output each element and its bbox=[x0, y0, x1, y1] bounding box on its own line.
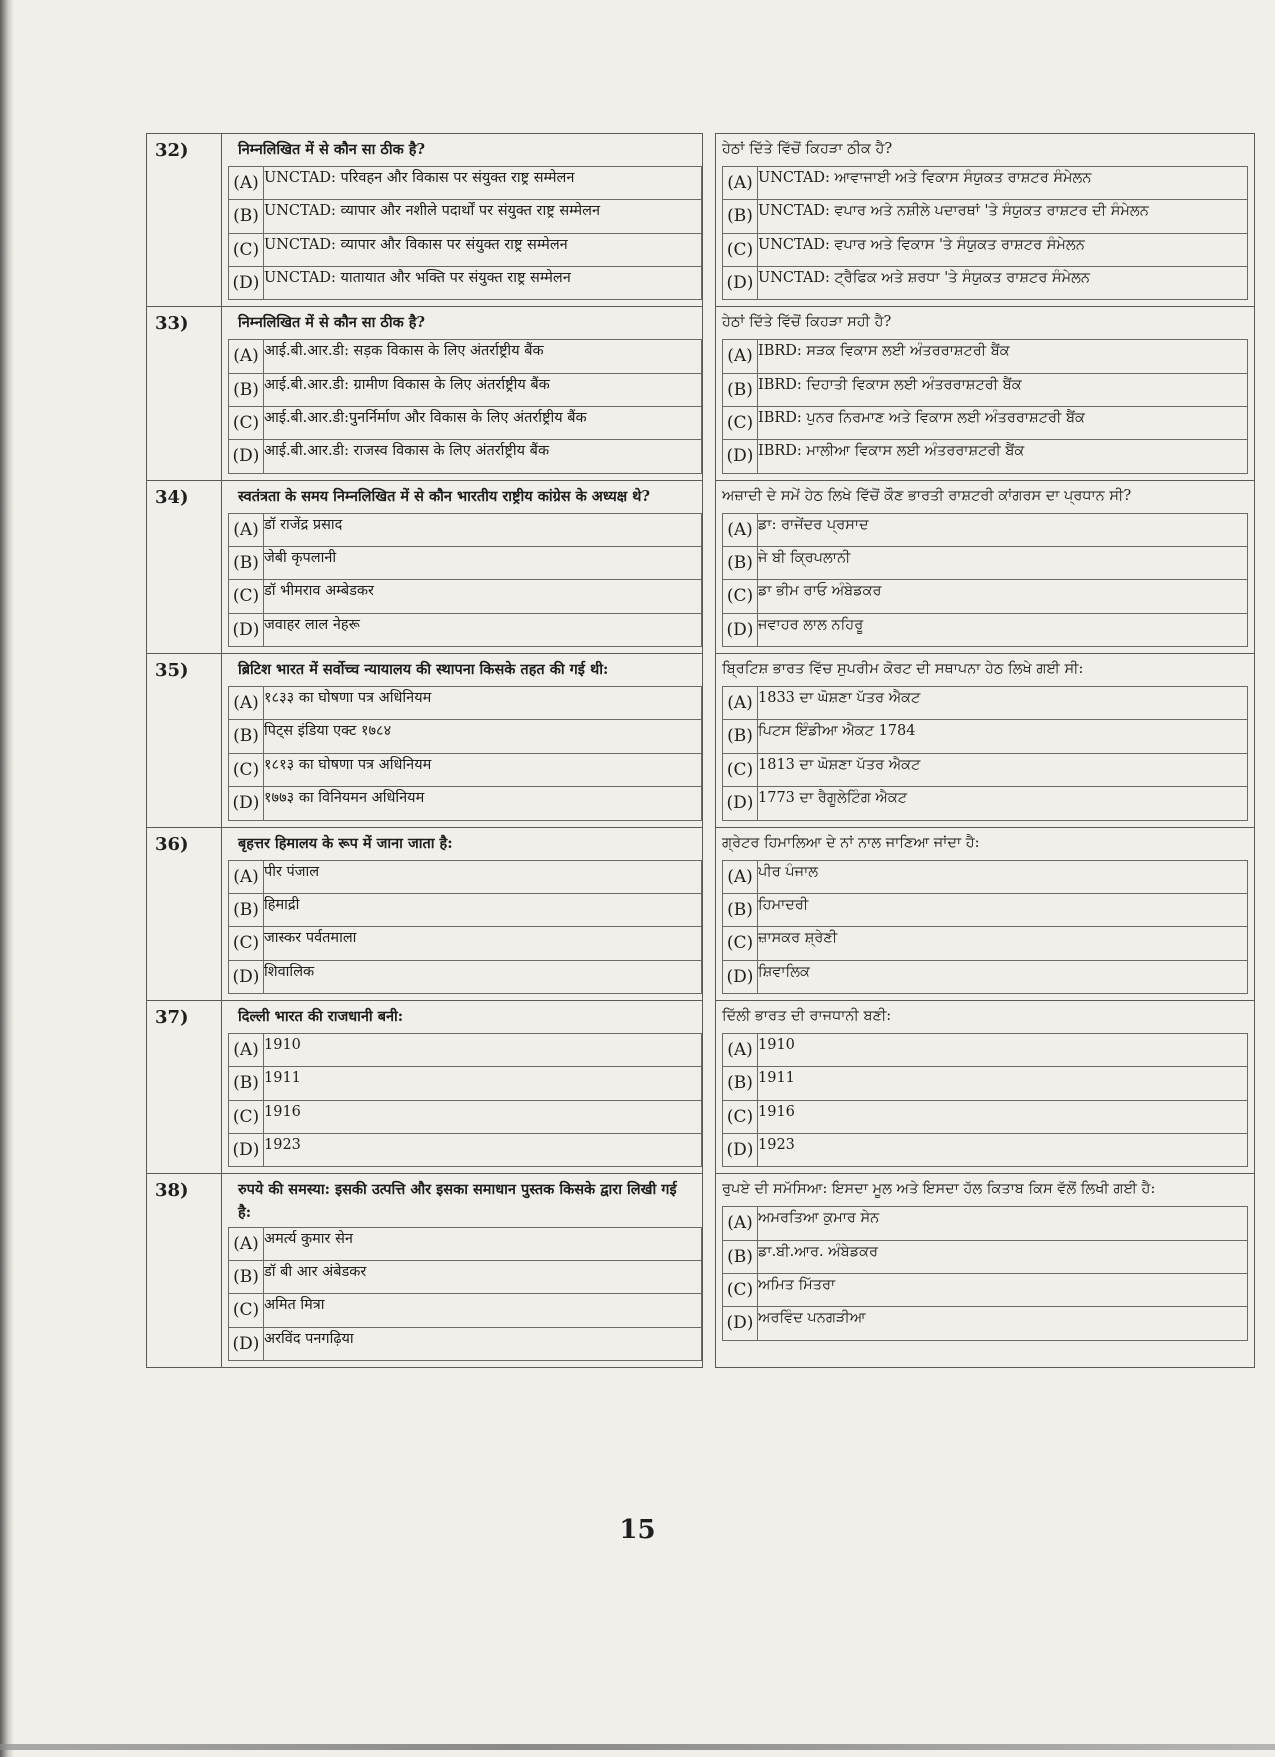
option-label: (D) bbox=[229, 1133, 264, 1166]
option-label: (A) bbox=[229, 687, 264, 720]
hindi-column bbox=[222, 134, 703, 307]
scan-bottom-edge bbox=[0, 1744, 1275, 1750]
option-text: ਡਾ.ਬੀ.ਆਰ. ਅੰਬੇਡਕਰ bbox=[758, 1240, 1248, 1273]
option-text: आई.बी.आर.डी: ग्रामीण विकास के लिए अंतर्राष्ट्रीय बैंक bbox=[264, 373, 702, 406]
option-row bbox=[723, 407, 1248, 440]
option-row bbox=[229, 860, 702, 893]
option-label: (B) bbox=[229, 1260, 264, 1293]
option-row bbox=[229, 167, 702, 200]
option-row bbox=[229, 927, 702, 960]
option-row bbox=[229, 340, 702, 373]
option-row bbox=[723, 1273, 1248, 1306]
question-table bbox=[146, 133, 1255, 1368]
option-label: (A) bbox=[723, 340, 758, 373]
option-row bbox=[723, 927, 1248, 960]
option-row bbox=[229, 720, 702, 753]
option-row bbox=[723, 580, 1248, 613]
option-text: IBRD: ਦਿਹਾਤੀ ਵਿਕਾਸ ਲਈ ਅੰਤਰਰਾਸ਼ਟਰੀ ਬੈਂਕ bbox=[758, 373, 1248, 406]
option-row bbox=[229, 1067, 702, 1100]
option-row bbox=[229, 407, 702, 440]
option-text: 1813 ਦਾ ਘੋਸ਼ਣਾ ਪੱਤਰ ਐਕਟ bbox=[758, 753, 1248, 786]
option-text: आई.बी.आर.डी:पुनर्निर्माण और विकास के लिए अंतर्राष्ट्रीय बैंक bbox=[264, 407, 702, 440]
option-text: ਜੇ ਬੀ ਕ੍ਰਿਪਲਾਨੀ bbox=[758, 547, 1248, 580]
option-text: 1910 bbox=[264, 1033, 702, 1066]
option-text: आई.बी.आर.डी: सड़क विकास के लिए अंतर्राष्ट्रीय बैंक bbox=[264, 340, 702, 373]
option-label: (C) bbox=[723, 407, 758, 440]
option-label: (C) bbox=[723, 1100, 758, 1133]
option-text: UNCTAD: ਆਵਾਜਾਈ ਅਤੇ ਵਿਕਾਸ ਸੰਯੁਕਤ ਰਾਸ਼ਟਰ ਸੰਮੇਲਨ bbox=[758, 167, 1248, 200]
option-text: डॉ भीमराव अम्बेडकर bbox=[264, 580, 702, 613]
option-row bbox=[229, 233, 702, 266]
column-gap bbox=[703, 134, 716, 307]
option-text: अमित मित्रा bbox=[264, 1294, 702, 1327]
option-label: (D) bbox=[723, 787, 758, 820]
option-label: (C) bbox=[229, 580, 264, 613]
option-label: (A) bbox=[229, 167, 264, 200]
question-number: 35) bbox=[147, 654, 222, 827]
option-row bbox=[229, 753, 702, 786]
option-label: (A) bbox=[229, 340, 264, 373]
option-row bbox=[723, 613, 1248, 646]
option-label: (C) bbox=[723, 753, 758, 786]
option-label: (D) bbox=[229, 787, 264, 820]
option-row bbox=[229, 547, 702, 580]
column-gap bbox=[703, 654, 716, 827]
option-text: अरविंद पनगढ़िया bbox=[264, 1327, 702, 1360]
option-label: (D) bbox=[229, 613, 264, 646]
option-row bbox=[229, 580, 702, 613]
option-row bbox=[723, 513, 1248, 546]
hindi-column bbox=[222, 1174, 703, 1368]
option-row bbox=[723, 753, 1248, 786]
page-edge-shadow bbox=[0, 0, 14, 1757]
option-text: पीर पंजाल bbox=[264, 860, 702, 893]
option-label: (D) bbox=[229, 960, 264, 993]
option-row bbox=[723, 960, 1248, 993]
option-text: १८३३ का घोषणा पत्र अधिनियम bbox=[264, 687, 702, 720]
option-row bbox=[229, 1227, 702, 1260]
option-label: (A) bbox=[723, 1033, 758, 1066]
option-label: (A) bbox=[723, 1207, 758, 1240]
column-gap bbox=[703, 480, 716, 653]
question-number: 38) bbox=[147, 1174, 222, 1368]
option-label: (B) bbox=[723, 200, 758, 233]
option-row bbox=[229, 440, 702, 473]
option-text: १८१३ का घोषणा पत्र अधिनियम bbox=[264, 753, 702, 786]
option-row bbox=[229, 1133, 702, 1166]
option-text: UNCTAD: व्यापार और विकास पर संयुक्त राष्ट्र सम्मेलन bbox=[264, 233, 702, 266]
option-label: (D) bbox=[229, 1327, 264, 1360]
hindi-column bbox=[222, 1000, 703, 1173]
question-number: 37) bbox=[147, 1000, 222, 1173]
option-text: ਡਾ: ਰਾਜੇਂਦਰ ਪ੍ਰਸਾਦ bbox=[758, 513, 1248, 546]
option-text: 1911 bbox=[264, 1067, 702, 1100]
option-label: (B) bbox=[723, 547, 758, 580]
punjabi-column-options bbox=[722, 339, 1248, 473]
hindi-column-options bbox=[228, 860, 702, 994]
option-label: (A) bbox=[723, 513, 758, 546]
option-row bbox=[229, 1294, 702, 1327]
question-row bbox=[147, 307, 1255, 480]
option-text: जवाहर लाल नेहरू bbox=[264, 613, 702, 646]
option-row bbox=[723, 267, 1248, 300]
option-row bbox=[723, 1133, 1248, 1166]
option-label: (D) bbox=[723, 1133, 758, 1166]
hindi-column-question-text: स्वतंत्रता के समय निम्नलिखित में से कौन भारतीय राष्ट्रीय कांग्रेस के अध्यक्ष थे? bbox=[238, 487, 650, 505]
hindi-column-question-text: निम्नलिखित में से कौन सा ठीक है? bbox=[238, 141, 425, 158]
option-label: (B) bbox=[229, 1067, 264, 1100]
option-row bbox=[229, 1100, 702, 1133]
option-text: 1923 bbox=[758, 1133, 1248, 1166]
option-row bbox=[723, 1100, 1248, 1133]
option-row bbox=[723, 1033, 1248, 1066]
option-row bbox=[723, 1307, 1248, 1340]
hindi-column-options bbox=[228, 1227, 702, 1361]
option-label: (D) bbox=[229, 267, 264, 300]
option-text: 1916 bbox=[758, 1100, 1248, 1133]
option-row bbox=[723, 1067, 1248, 1100]
option-label: (B) bbox=[229, 200, 264, 233]
option-label: (A) bbox=[229, 860, 264, 893]
option-row bbox=[229, 687, 702, 720]
option-text: 1911 bbox=[758, 1067, 1248, 1100]
punjabi-column bbox=[716, 654, 1255, 827]
hindi-column-question-text: ब्रिटिश भारत में सर्वोच्च न्यायालय की स्थापना किसके तहत की गई थी: bbox=[238, 661, 609, 679]
option-row bbox=[723, 440, 1248, 473]
hindi-column bbox=[222, 827, 703, 1000]
option-row bbox=[723, 1207, 1248, 1240]
option-text: ਪਿਟਸ ਇੰਡੀਆ ਐਕਟ 1784 bbox=[758, 720, 1248, 753]
option-label: (B) bbox=[723, 373, 758, 406]
option-row bbox=[723, 860, 1248, 893]
option-text: UNCTAD: ਟ੍ਰੈਫਿਕ ਅਤੇ ਸ਼ਰਧਾ 'ਤੇ ਸੰਯੁਕਤ ਰਾਸ਼ਟਰ ਸੰਮੇਲਨ bbox=[758, 267, 1248, 300]
option-row bbox=[723, 720, 1248, 753]
option-text: आई.बी.आर.डी: राजस्व विकास के लिए अंतर्राष्ट्रीय बैंक bbox=[264, 440, 702, 473]
option-row bbox=[229, 787, 702, 820]
option-row bbox=[723, 233, 1248, 266]
option-text: पिट्स इंडिया एक्ट १७८४ bbox=[264, 720, 702, 753]
option-text: डॉ बी आर अंबेडकर bbox=[264, 1260, 702, 1293]
option-text: १७७३ का विनियमन अधिनियम bbox=[264, 787, 702, 820]
option-label: (B) bbox=[229, 893, 264, 926]
option-text: UNCTAD: परिवहन और विकास पर संयुक्त राष्ट्र सम्मेलन bbox=[264, 167, 702, 200]
option-text: अमर्त्य कुमार सेन bbox=[264, 1227, 702, 1260]
hindi-column-options bbox=[228, 339, 702, 473]
punjabi-column-question-text: ਹੇਠਾਂ ਦਿੱਤੇ ਵਿੱਚੋਂ ਕਿਹੜਾ ਸਹੀ ਹੈ? bbox=[722, 314, 892, 331]
question-number: 33) bbox=[147, 307, 222, 480]
column-gap bbox=[703, 1174, 716, 1368]
option-text: UNCTAD: व्यापार और नशीले पदार्थों पर संयुक्त राष्ट्र सम्मेलन bbox=[264, 200, 702, 233]
option-text: 1773 ਦਾ ਰੈਗੂਲੇਟਿੰਗ ਐਕਟ bbox=[758, 787, 1248, 820]
option-text: ਪੀਰ ਪੰਜਾਲ bbox=[758, 860, 1248, 893]
option-row bbox=[723, 547, 1248, 580]
option-text: 1916 bbox=[264, 1100, 702, 1133]
option-label: (D) bbox=[723, 1307, 758, 1340]
hindi-column bbox=[222, 480, 703, 653]
option-row bbox=[229, 513, 702, 546]
punjabi-column-options bbox=[722, 513, 1248, 647]
page-number: 15 bbox=[619, 1515, 656, 1545]
option-text: IBRD: ਮਾਲੀਆ ਵਿਕਾਸ ਲਈ ਅੰਤਰਰਾਸ਼ਟਰੀ ਬੈਂਕ bbox=[758, 440, 1248, 473]
option-label: (A) bbox=[229, 1033, 264, 1066]
question-row bbox=[147, 1000, 1255, 1173]
option-label: (A) bbox=[723, 687, 758, 720]
punjabi-column-question-text: ਦਿੱਲੀ ਭਾਰਤ ਦੀ ਰਾਜਧਾਨੀ ਬਣੀ: bbox=[722, 1007, 892, 1024]
option-label: (B) bbox=[229, 547, 264, 580]
option-label: (C) bbox=[229, 407, 264, 440]
option-row bbox=[229, 893, 702, 926]
option-text: IBRD: ਪੁਨਰ ਨਿਰਮਾਣ ਅਤੇ ਵਿਕਾਸ ਲਈ ਅੰਤਰਰਾਸ਼ਟਰੀ ਬੈਂਕ bbox=[758, 407, 1248, 440]
hindi-column-question-text: निम्नलिखित में से कौन सा ठीक है? bbox=[238, 314, 425, 332]
column-gap bbox=[703, 1000, 716, 1173]
option-label: (C) bbox=[723, 233, 758, 266]
option-text: UNCTAD: ਵਪਾਰ ਅਤੇ ਵਿਕਾਸ 'ਤੇ ਸੰਯੁਕਤ ਰਾਸ਼ਟਰ ਸੰਮੇਲਨ bbox=[758, 233, 1248, 266]
option-text: शिवालिक bbox=[264, 960, 702, 993]
option-label: (C) bbox=[723, 1273, 758, 1306]
option-label: (C) bbox=[229, 753, 264, 786]
punjabi-column bbox=[716, 307, 1255, 480]
option-label: (D) bbox=[723, 440, 758, 473]
option-label: (B) bbox=[723, 893, 758, 926]
option-row bbox=[723, 687, 1248, 720]
option-text: ਅਮਰਤਿਆ ਕੁਮਾਰ ਸੇਨ bbox=[758, 1207, 1248, 1240]
punjabi-column-question-text: ਰੁਪਏ ਦੀ ਸਮੱਸਿਆ: ਇਸਦਾ ਮੂਲ ਅਤੇ ਇਸਦਾ ਹੱਲ ਕਿਤਾਬ ਕਿਸ ਵੱਲੋਂ ਲਿਖੀ ਗਈ ਹੈ: bbox=[722, 1181, 1156, 1198]
option-row bbox=[229, 613, 702, 646]
option-row bbox=[229, 200, 702, 233]
question-row bbox=[147, 134, 1255, 307]
option-label: (A) bbox=[723, 860, 758, 893]
question-row bbox=[147, 827, 1255, 1000]
hindi-column-options bbox=[228, 166, 702, 300]
option-text: ਅਮਿਤ ਮਿੱਤਰਾ bbox=[758, 1273, 1248, 1306]
option-text: ਜ਼ਾਸਕਰ ਸ਼੍ਰੇਣੀ bbox=[758, 927, 1248, 960]
punjabi-column-question-text: ਗ੍ਰੇਟਰ ਹਿਮਾਲਿਆ ਦੇ ਨਾਂ ਨਾਲ ਜਾਣਿਆ ਜਾਂਦਾ ਹੈ: bbox=[722, 834, 980, 851]
option-text: ਸ਼ਿਵਾਲਿਕ bbox=[758, 960, 1248, 993]
question-row bbox=[147, 480, 1255, 653]
option-row bbox=[723, 373, 1248, 406]
option-label: (D) bbox=[723, 960, 758, 993]
punjabi-column bbox=[716, 1000, 1255, 1173]
option-text: UNCTAD: यातायात और भक्ति पर संयुक्त राष्ट्र सम्मेलन bbox=[264, 267, 702, 300]
option-label: (C) bbox=[723, 580, 758, 613]
option-label: (B) bbox=[229, 720, 264, 753]
punjabi-column-question-text: ਬ੍ਰਿਟਿਸ਼ ਭਾਰਤ ਵਿੱਚ ਸੁਪਰੀਮ ਕੋਰਟ ਦੀ ਸਥਾਪਨਾ ਹੇਠ ਲਿਖੇ ਗਈ ਸੀ: bbox=[722, 661, 1084, 678]
option-row bbox=[723, 787, 1248, 820]
option-text: 1833 ਦਾ ਘੋਸ਼ਣਾ ਪੱਤਰ ਐਕਟ bbox=[758, 687, 1248, 720]
column-gap bbox=[703, 827, 716, 1000]
option-label: (B) bbox=[723, 1240, 758, 1273]
hindi-column bbox=[222, 307, 703, 480]
option-row bbox=[229, 960, 702, 993]
question-number: 32) bbox=[147, 134, 222, 307]
option-label: (C) bbox=[229, 233, 264, 266]
option-label: (A) bbox=[229, 1227, 264, 1260]
column-gap bbox=[703, 307, 716, 480]
hindi-column-question-text: दिल्ली भारत की राजधानी बनी: bbox=[238, 1007, 404, 1025]
punjabi-column bbox=[716, 1174, 1255, 1368]
option-label: (B) bbox=[723, 1067, 758, 1100]
punjabi-column-options bbox=[722, 166, 1248, 300]
question-row bbox=[147, 654, 1255, 827]
option-text: ਜਵਾਹਰ ਲਾਲ ਨਹਿਰੂ bbox=[758, 613, 1248, 646]
option-label: (C) bbox=[229, 1294, 264, 1327]
option-label: (D) bbox=[723, 613, 758, 646]
hindi-column-question-text: रुपये की समस्या: इसकी उत्पत्ति और इसका समाधान पुस्तक किसके द्वारा लिखी गई है: bbox=[238, 1181, 677, 1222]
option-text: जेबी कृपलानी bbox=[264, 547, 702, 580]
option-text: ਅਰਵਿੰਦ ਪਨਗੜੀਆ bbox=[758, 1307, 1248, 1340]
option-label: (C) bbox=[229, 927, 264, 960]
option-text: जास्कर पर्वतमाला bbox=[264, 927, 702, 960]
option-row bbox=[229, 373, 702, 406]
option-text: हिमाद्री bbox=[264, 893, 702, 926]
option-label: (A) bbox=[723, 167, 758, 200]
option-label: (A) bbox=[229, 513, 264, 546]
hindi-column-options bbox=[228, 686, 702, 820]
option-row bbox=[723, 340, 1248, 373]
hindi-column-options bbox=[228, 513, 702, 647]
option-label: (C) bbox=[723, 927, 758, 960]
hindi-column-options bbox=[228, 1033, 702, 1167]
option-row bbox=[229, 1033, 702, 1066]
option-row bbox=[723, 200, 1248, 233]
option-text: UNCTAD: ਵਪਾਰ ਅਤੇ ਨਸ਼ੀਲੇ ਪਦਾਰਥਾਂ 'ਤੇ ਸੰਯੁਕਤ ਰਾਸ਼ਟਰ ਦੀ ਸੰਮੇਲਨ bbox=[758, 200, 1248, 233]
punjabi-column-options bbox=[722, 860, 1248, 994]
punjabi-column bbox=[716, 134, 1255, 307]
option-text: 1910 bbox=[758, 1033, 1248, 1066]
hindi-column bbox=[222, 654, 703, 827]
punjabi-column-options bbox=[722, 1033, 1248, 1167]
option-row bbox=[723, 893, 1248, 926]
option-text: ਹਿਮਾਦਰੀ bbox=[758, 893, 1248, 926]
option-label: (B) bbox=[229, 373, 264, 406]
punjabi-column-options bbox=[722, 1206, 1248, 1340]
option-row bbox=[229, 1260, 702, 1293]
punjabi-column-options bbox=[722, 686, 1248, 820]
option-label: (C) bbox=[229, 1100, 264, 1133]
question-row bbox=[147, 1174, 1255, 1368]
option-row bbox=[723, 167, 1248, 200]
question-number: 34) bbox=[147, 480, 222, 653]
option-text: डॉ राजेंद्र प्रसाद bbox=[264, 513, 702, 546]
option-row bbox=[723, 1240, 1248, 1273]
option-row bbox=[229, 1327, 702, 1360]
option-row bbox=[229, 267, 702, 300]
option-label: (B) bbox=[723, 720, 758, 753]
option-label: (D) bbox=[723, 267, 758, 300]
option-label: (D) bbox=[229, 440, 264, 473]
punjabi-column-question-text: ਅਜ਼ਾਦੀ ਦੇ ਸਮੇਂ ਹੇਠ ਲਿਖੇ ਵਿੱਚੋਂ ਕੌਣ ਭਾਰਤੀ ਰਾਸ਼ਟਰੀ ਕਾਂਗਰਸ ਦਾ ਪ੍ਰਧਾਨ ਸੀ? bbox=[722, 487, 1132, 504]
hindi-column-question-text: बृहत्तर हिमालय के रूप में जाना जाता है: bbox=[238, 834, 453, 852]
option-text: IBRD: ਸੜਕ ਵਿਕਾਸ ਲਈ ਅੰਤਰਰਾਸ਼ਟਰੀ ਬੈਂਕ bbox=[758, 340, 1248, 373]
punjabi-column bbox=[716, 480, 1255, 653]
punjabi-column-question-text: ਹੇਠਾਂ ਦਿੱਤੇ ਵਿੱਚੋਂ ਕਿਹੜਾ ਠੀਕ ਹੈ? bbox=[722, 141, 893, 157]
punjabi-column bbox=[716, 827, 1255, 1000]
option-text: 1923 bbox=[264, 1133, 702, 1166]
option-text: ਡਾ ਭੀਮ ਰਾਓ ਅੰਬੇਡਕਰ bbox=[758, 580, 1248, 613]
question-number: 36) bbox=[147, 827, 222, 1000]
